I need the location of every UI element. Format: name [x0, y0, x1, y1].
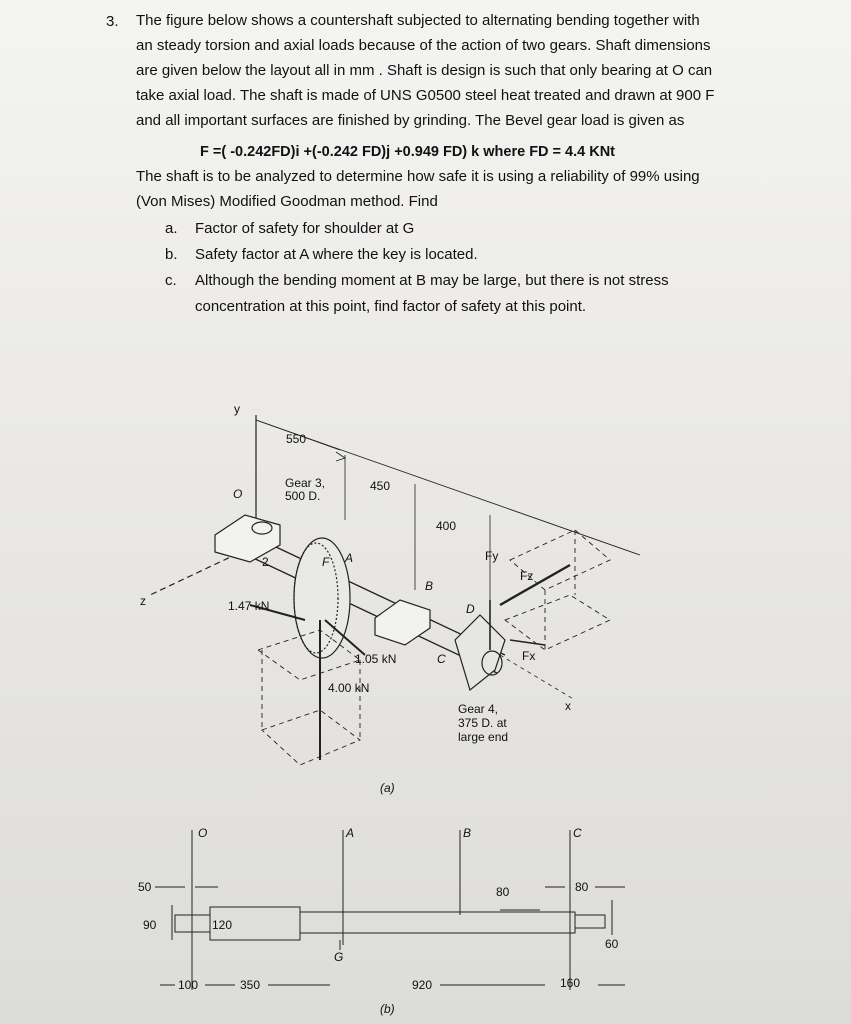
dim-90: 90: [143, 918, 157, 932]
task-text: Safety factor at A where the key is located.: [195, 246, 478, 263]
bevel-gear-force-formula: F =( -0.242FD)i +(-0.242 FD)j +0.949 FD) k where FD = 4.4 KNt: [200, 144, 615, 160]
dim-80-a: 80: [496, 885, 510, 899]
task-item-a: [165, 216, 669, 242]
label-b-b: B: [463, 826, 472, 840]
dim-920: 920: [412, 978, 433, 992]
task-list: [165, 216, 669, 320]
question-line: are given below the layout all in mm . Shaft is design is such that only bearing at O can: [136, 62, 713, 79]
label-b-c: C: [573, 826, 582, 840]
label-fz: Fz: [520, 569, 534, 583]
label-axis-x: x: [565, 699, 571, 713]
dim-80-b: 80: [575, 880, 589, 894]
gear3-label-1: Gear 3,: [285, 476, 326, 490]
shaft-section-60: [575, 915, 605, 928]
label-fx: Fx: [522, 649, 536, 663]
label-f: F: [322, 555, 330, 569]
dim-50: 50: [138, 880, 152, 894]
figure-b-caption: (b): [380, 1002, 395, 1016]
label-b: B: [425, 579, 434, 593]
force-147-label: 1.47 kN: [228, 599, 270, 613]
question-line: take axial load. The shaft is made of UNS G0500 steel heat treated and drawn at 900 F: [136, 87, 715, 104]
task-marker: a.: [165, 220, 178, 237]
force-105-label: 1.05 kN: [355, 652, 397, 666]
label-axis-y: y: [234, 402, 240, 416]
label-b-g: G: [334, 950, 344, 964]
question-line: an steady torsion and axial loads because of the action of two gears. Shaft dimensions: [136, 37, 711, 54]
dim-450: 450: [370, 479, 391, 493]
figure-a-caption: (a): [380, 781, 395, 795]
task-item-c-cont: [165, 294, 669, 320]
dim-400: 400: [436, 519, 457, 533]
gear4-label-1: Gear 4,: [458, 702, 499, 716]
dim-120: 120: [212, 918, 233, 932]
task-marker: b.: [165, 246, 178, 263]
label-c: C: [437, 652, 446, 666]
label-a: A: [345, 551, 354, 565]
label-d: D: [466, 602, 475, 616]
dim-350: 350: [240, 978, 261, 992]
gear4-label-3: large end: [458, 730, 509, 744]
dim-100: 100: [178, 978, 199, 992]
dim-160: 160: [560, 976, 581, 990]
label-b-a: A: [346, 826, 355, 840]
question-line: (Von Mises) Modified Goodman method. Find: [136, 193, 438, 210]
label-o: O: [233, 487, 243, 501]
gear3-label-2: 500 D.: [285, 489, 321, 503]
label-b-o: O: [198, 826, 208, 840]
bearing-b: [375, 600, 430, 645]
task-text: Although the bending moment at B may be large, but there is not stress: [195, 272, 669, 289]
gear4-label-2: 375 D. at: [458, 716, 507, 730]
task-marker: c.: [165, 272, 177, 289]
label-axis-z: z: [140, 594, 146, 608]
bearing-o: [215, 515, 280, 562]
question-paragraph: [136, 8, 796, 133]
question-paragraph-2: [136, 164, 796, 214]
task-text: Factor of safety for shoulder at G: [195, 220, 415, 237]
dim-60: 60: [605, 937, 619, 951]
figure-a-countershaft: [0, 395, 851, 815]
figure-b-shaft-dimensions: [0, 815, 851, 1024]
force-fx-arrow: [510, 640, 545, 645]
question-number: 3.: [106, 13, 119, 30]
force-400-label: 4.00 kN: [328, 681, 370, 695]
task-item-b: [165, 242, 669, 268]
label-fy: Fy: [485, 549, 499, 563]
question-line: The figure below shows a countershaft subjected to alternating bending together with: [136, 12, 700, 29]
task-marker: [165, 294, 195, 320]
task-item-c: [165, 268, 669, 294]
dim-550: 550: [286, 432, 307, 446]
task-text: concentration at this point, find factor of safety at this point.: [195, 298, 587, 315]
shaft-section-main: [300, 912, 575, 933]
question-line: The shaft is to be analyzed to determine how safe it is using a reliability of 99% using: [136, 168, 700, 185]
label-2: 2: [262, 555, 269, 569]
question-line: and all important surfaces are finished by grinding. The Bevel gear load is given as: [136, 112, 685, 129]
